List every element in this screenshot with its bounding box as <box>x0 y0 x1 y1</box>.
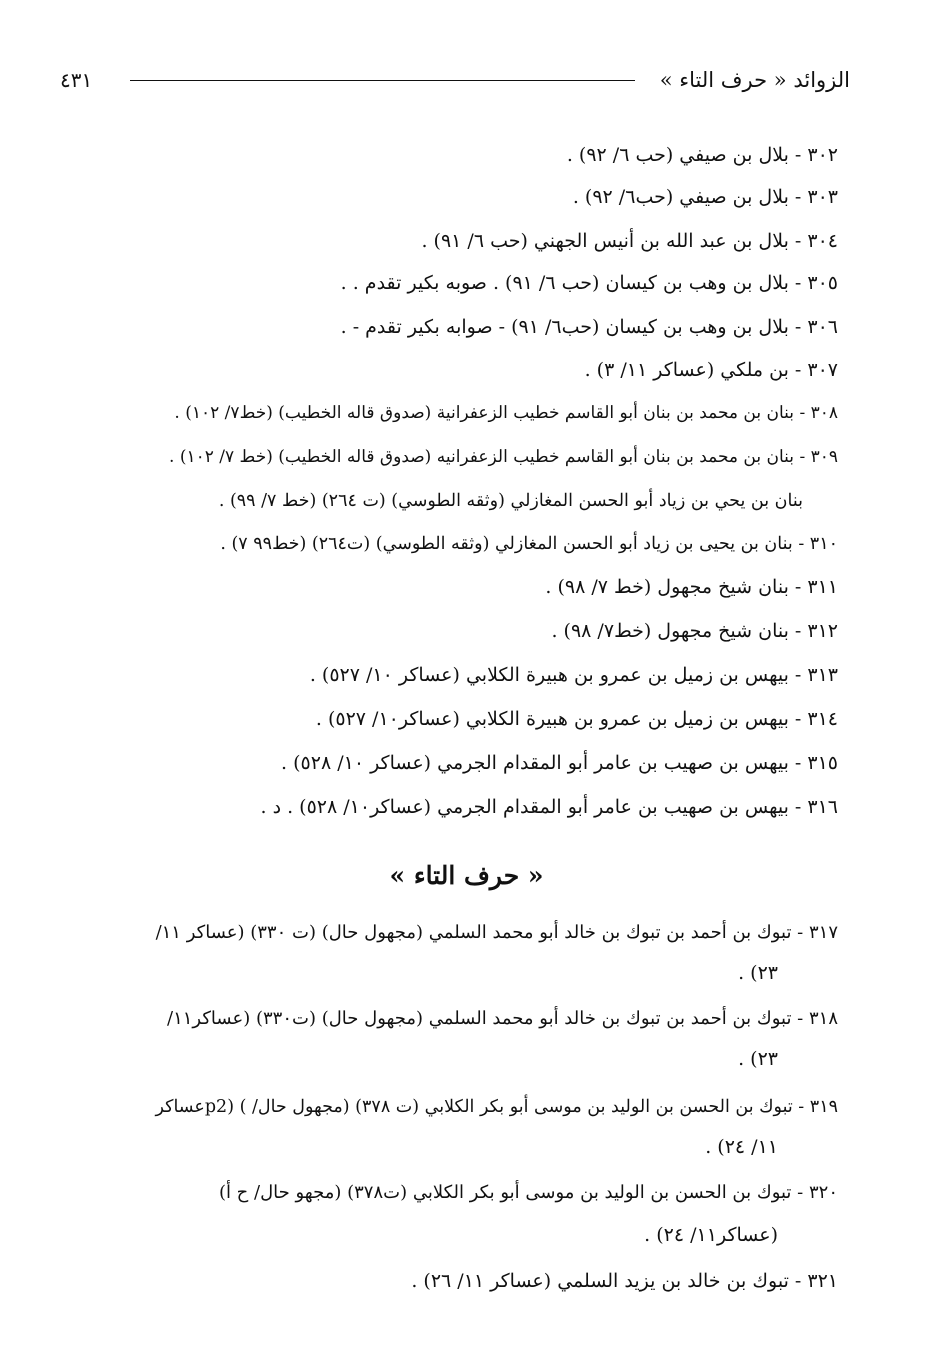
entry-307: ٣٠٧ - بن ملكي (عساكر ١١/ ٣) . <box>584 359 838 381</box>
entry-318-line1: ٣١٨ - تبوك بن أحمد بن تبوك بن خالد أبو محمد السلمي (مجهول حال) (ت٣٣٠) (عساكر١١/ <box>167 1008 838 1029</box>
entry-314: ٣١٤ - بيهس بن زميل بن عمرو بن هبيرة الكلابي (عساكر١٠/ ٥٢٧) . <box>315 708 838 730</box>
header-rule <box>130 80 635 81</box>
entry-321: ٣٢١ - تبوك بن خالد بن يزيد السلمي (عساكر ١١/ ٢٦) . <box>411 1270 838 1292</box>
entry-unnumbered: بنان بن يحي بن زياد أبو الحسن المغازلي (وثقه الطوسي) (ت ٢٦٤) (خط ٧/ ٩٩) . <box>218 491 803 511</box>
page-header <box>60 62 850 98</box>
entry-313: ٣١٣ - بيهس بن زميل بن عمرو بن هبيرة الكلابي (عساكر ١٠/ ٥٢٧) . <box>309 664 838 686</box>
entry-304: ٣٠٤ - بلال بن عبد الله بن أنيس الجهني (حب ٦/ ٩١) . <box>421 230 838 252</box>
entry-305: ٣٠٥ - بلال بن وهب بن كيسان (حب ٦/ ٩١) . صوبه بكير تقدم . . <box>340 272 838 294</box>
running-title: الزوائد « حرف التاء » <box>659 68 850 92</box>
section-heading: « حرف التاء » <box>389 861 544 890</box>
entry-317-line1: ٣١٧ - تبوك بن أحمد بن تبوك بن خالد أبو محمد السلمي (مجهول حال) (ت ٣٣٠) (عساكر ١١/ <box>155 922 838 943</box>
entry-302: ٣٠٢ - بلال بن صيفي (حب ٦/ ٩٢) . <box>566 144 838 166</box>
entry-320-line2: (عساكر١١/ ٢٤) . <box>644 1224 778 1246</box>
entry-317-line2: ٢٣) . <box>738 962 778 984</box>
entry-312: ٣١٢ - بنان شيخ مجهول (خط٧/ ٩٨) . <box>551 620 838 642</box>
entry-319-line2: ١١/ ٢٤) . <box>705 1136 778 1158</box>
entry-318-line2: ٢٣) . <box>738 1048 778 1070</box>
entry-319-line1: ٣١٩ - تبوك بن الحسن بن الوليد بن موسى أبو بكر الكلابي (ت ٣٧٨) (مجهول حال/ ) (p2عساكر <box>155 1097 838 1117</box>
entry-320-line1: ٣٢٠ - تبوك بن الحسن بن الوليد بن موسى أبو بكر الكلابي (ت٣٧٨) (مجهو حال/ ح أ) <box>218 1182 838 1203</box>
entry-308: ٣٠٨ - بنان بن محمد بن بنان أبو القاسم خطيب الزعفرانية (صدوق قاله الخطيب) (خط٧/ ١٠٢) . <box>174 403 838 423</box>
entry-306: ٣٠٦ - بلال بن وهب بن كيسان (حب٦/ ٩١) - صوابه بكير تقدم - . <box>340 316 838 338</box>
entry-303: ٣٠٣ - بلال بن صيفي (حب٦/ ٩٢) . <box>572 186 838 208</box>
page-number: ٤٣١ <box>60 68 93 92</box>
entry-310: ٣١٠ - بنان بن يحيى بن زياد أبو الحسن المغازلي (وثقه الطوسي) (ت٢٦٤) (خط٩٩ ٧) . <box>220 534 838 554</box>
entry-311: ٣١١ - بنان شيخ مجهول (خط ٧/ ٩٨) . <box>545 576 838 598</box>
entry-309: ٣٠٩ - بنان بن محمد بن بنان أبو القاسم خطيب الزعفرانيه (صدوق قاله الخطيب) (خط ٧/ ١٠٢) . <box>169 447 838 467</box>
entry-316: ٣١٦ - بيهس بن صهيب بن عامر أبو المقدام الجرمي (عساكر١٠/ ٥٢٨) . د . <box>260 796 838 818</box>
entry-315: ٣١٥ - بيهس بن صهيب بن عامر أبو المقدام الجرمي (عساكر ١٠/ ٥٢٨) . <box>281 752 838 774</box>
